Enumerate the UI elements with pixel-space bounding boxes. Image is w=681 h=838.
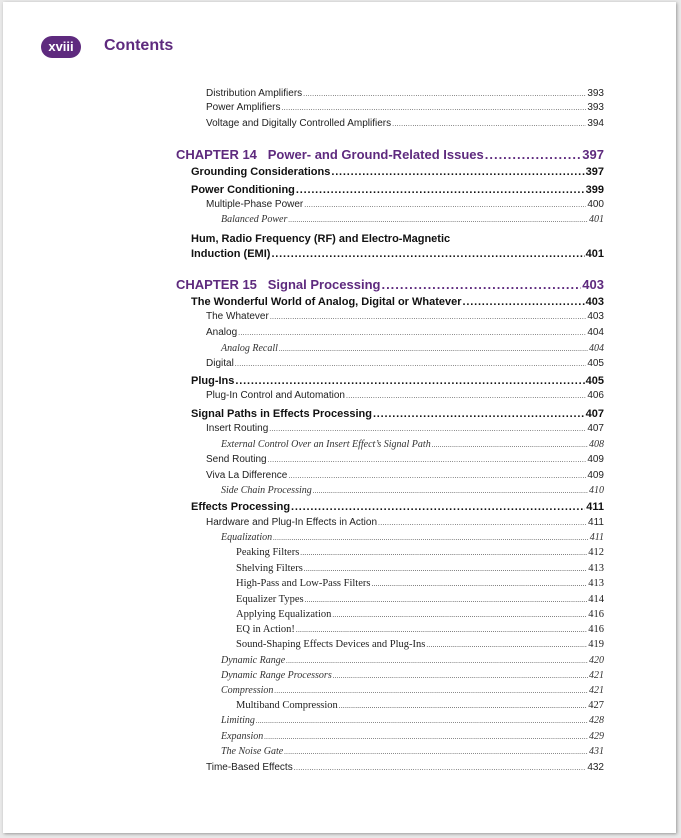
page-number-badge: xviii — [41, 36, 81, 58]
toc-entry-title: Multiple-Phase Power — [206, 199, 304, 210]
toc-entry[interactable] — [236, 639, 604, 650]
dot-leader — [256, 715, 588, 726]
toc-entry[interactable] — [236, 594, 604, 605]
toc-entry[interactable] — [221, 685, 604, 696]
dot-leader — [304, 563, 587, 574]
toc-entry[interactable] — [206, 423, 604, 434]
toc-page-number: 428 — [589, 715, 604, 726]
toc-entry-title: Power Amplifiers — [206, 102, 281, 113]
toc-entry-title-line: Hum, Radio Frequency (RF) and Electro-Magnetic — [191, 233, 451, 245]
dot-leader — [286, 655, 588, 666]
toc-entry[interactable] — [206, 88, 604, 99]
toc-page-number: 403 — [585, 296, 604, 308]
toc-entry[interactable] — [236, 700, 604, 711]
toc-entry[interactable] — [221, 715, 604, 726]
dot-leader — [273, 532, 589, 543]
toc-page-number: 420 — [589, 655, 604, 666]
toc-entry-title: External Control Over an Insert Effect’s Signal Path — [221, 439, 431, 450]
toc-page-number: 414 — [588, 594, 604, 605]
dot-leader — [274, 685, 588, 696]
toc-entry[interactable] — [206, 327, 604, 338]
toc-entry[interactable] — [206, 470, 604, 481]
toc-entry[interactable] — [206, 762, 604, 773]
toc-entry-title: Plug-In Control and Automation — [206, 390, 345, 401]
toc-page-number: 404 — [587, 327, 604, 338]
toc-entry[interactable] — [191, 166, 604, 178]
dot-leader — [305, 594, 588, 605]
dot-leader — [339, 700, 587, 711]
toc-page-number: 416 — [588, 624, 604, 635]
toc-page-number: 404 — [589, 343, 604, 354]
toc-page-number: 407 — [587, 423, 604, 434]
dot-leader — [296, 184, 585, 196]
toc-page-number: 401 — [585, 248, 604, 260]
toc-entry-title: Side Chain Processing — [221, 485, 312, 496]
toc-entry[interactable] — [206, 390, 604, 401]
toc-page-number: 406 — [587, 390, 604, 401]
dot-leader — [279, 343, 588, 354]
toc-entry-title: Equalization — [221, 532, 273, 543]
dot-leader — [346, 390, 586, 401]
toc-page-number: 431 — [589, 746, 604, 757]
toc-page-number: 393 — [587, 102, 604, 113]
toc-entry[interactable] — [206, 199, 604, 210]
toc-page-number: 410 — [589, 485, 604, 496]
toc-page-number: 411 — [589, 532, 604, 543]
toc-entry-title: EQ in Action! — [236, 624, 295, 635]
toc-entry[interactable] — [236, 624, 604, 635]
toc-entry-title: Dynamic Range Processors — [221, 670, 332, 681]
toc-entry-title: Analog Recall — [221, 343, 278, 354]
dot-leader — [392, 118, 586, 129]
toc-page-number: 411 — [588, 517, 604, 528]
dot-leader — [378, 517, 587, 528]
dot-leader — [235, 375, 584, 387]
toc-entry-title: Peaking Filters — [236, 547, 300, 558]
toc-entry-title: Digital — [206, 358, 234, 369]
toc-entry[interactable] — [206, 118, 604, 129]
toc-entry[interactable] — [191, 501, 604, 513]
toc-entry-title: Effects Processing — [191, 501, 291, 513]
dot-leader — [426, 639, 587, 650]
toc-page-number: 412 — [588, 547, 604, 558]
dot-leader — [288, 214, 588, 225]
toc-entry[interactable] — [221, 655, 604, 666]
toc-entry-title: Expansion — [221, 731, 264, 742]
toc-entry-title: Analog — [206, 327, 238, 338]
toc-page-number: 400 — [587, 199, 604, 210]
toc-page-number: 408 — [589, 439, 604, 450]
toc-page-number: 403 — [582, 277, 604, 292]
toc-page-number: 399 — [585, 184, 604, 196]
toc-entry-title: Multiband Compression — [236, 700, 338, 711]
toc-entry-title: Balanced Power — [221, 214, 288, 225]
toc-entry-title: Signal Paths in Effects Processing — [191, 408, 372, 420]
toc-entry[interactable] — [221, 214, 604, 225]
dot-leader — [268, 454, 587, 465]
toc-entry-title: Send Routing — [206, 454, 267, 465]
toc-entry-title: Time-Based Effects — [206, 762, 293, 773]
toc-page-number: 405 — [587, 358, 604, 369]
toc-entry-title: High-Pass and Low-Pass Filters — [236, 578, 371, 589]
toc-entry[interactable] — [206, 517, 604, 528]
dot-leader — [284, 746, 588, 757]
toc-entry-title: Induction (EMI) — [191, 248, 271, 260]
toc-entry[interactable] — [236, 563, 604, 574]
toc-entry[interactable] — [191, 408, 604, 420]
dot-leader — [294, 762, 587, 773]
toc-entry[interactable] — [221, 343, 604, 354]
toc-entry-title: Compression — [221, 685, 274, 696]
toc-page-number: 419 — [588, 639, 604, 650]
toc-entry[interactable] — [206, 454, 604, 465]
dot-leader — [296, 624, 587, 635]
toc-entry[interactable] — [191, 184, 604, 196]
toc-page-number: 397 — [585, 166, 604, 178]
toc-page-number: 409 — [587, 470, 604, 481]
toc-page-number: 421 — [589, 685, 604, 696]
dot-leader — [333, 670, 588, 681]
toc-entry[interactable] — [221, 670, 604, 681]
toc-entry[interactable] — [236, 578, 604, 589]
toc-entry[interactable] — [206, 311, 604, 322]
dot-leader — [463, 296, 585, 308]
dot-leader — [270, 311, 587, 322]
dot-leader — [332, 609, 587, 620]
toc-entry[interactable] — [206, 358, 604, 369]
toc-entry[interactable] — [191, 296, 604, 308]
toc-page-number: 397 — [582, 147, 604, 162]
dot-leader — [235, 358, 587, 369]
dot-leader — [313, 485, 588, 496]
toc-entry[interactable] — [221, 731, 604, 742]
dot-leader — [281, 102, 586, 113]
toc-page-number: 421 — [589, 670, 604, 681]
dot-leader — [485, 147, 582, 162]
toc-page-number: 401 — [589, 214, 604, 225]
toc-entry[interactable] — [221, 532, 604, 543]
dot-leader — [371, 578, 587, 589]
toc-entry-title: Hardware and Plug-In Effects in Action — [206, 517, 378, 528]
toc-page-number: 411 — [586, 501, 604, 513]
toc-page-number: 393 — [587, 88, 604, 99]
toc-entry-title: The Whatever — [206, 311, 269, 322]
toc-entry[interactable] — [221, 485, 604, 496]
toc-entry-title: Power Conditioning — [191, 184, 295, 196]
dot-leader — [304, 199, 586, 210]
toc-entry-title: Applying Equalization — [236, 609, 332, 620]
toc-entry[interactable] — [221, 746, 604, 757]
toc-entry-title: Dynamic Range — [221, 655, 286, 666]
toc-page-number: 413 — [588, 563, 604, 574]
dot-leader — [303, 88, 586, 99]
toc-entry[interactable] — [221, 439, 604, 450]
toc-page-number: 403 — [587, 311, 604, 322]
toc-entry-title: Insert Routing — [206, 423, 269, 434]
toc-entry-title: CHAPTER 15 Signal Processing — [176, 277, 381, 292]
toc-entry-title: Shelving Filters — [236, 563, 303, 574]
toc-entry[interactable] — [206, 102, 604, 113]
toc-entry-title: Distribution Amplifiers — [206, 88, 303, 99]
toc-page-number: 407 — [585, 408, 604, 420]
toc-chapter-entry[interactable] — [176, 277, 604, 292]
toc-page-number: 409 — [587, 454, 604, 465]
toc-entry-title: CHAPTER 14 Power- and Ground-Related Issues — [176, 147, 484, 162]
toc-entry[interactable] — [191, 248, 604, 260]
page-title: Contents — [104, 37, 174, 54]
toc-page-number: 394 — [587, 118, 604, 129]
toc-entry-title: Equalizer Types — [236, 594, 304, 605]
toc-page-number: 429 — [589, 731, 604, 742]
toc-entry-title: Voltage and Digitally Controlled Amplifiers — [206, 118, 392, 129]
dot-leader — [269, 423, 586, 434]
dot-leader — [381, 277, 581, 292]
dot-leader — [300, 547, 587, 558]
toc-entry[interactable] — [236, 609, 604, 620]
toc-entry-title: Limiting — [221, 715, 255, 726]
toc-entry-title: Grounding Considerations — [191, 166, 331, 178]
dot-leader — [288, 470, 586, 481]
toc-page-number: 405 — [585, 375, 604, 387]
dot-leader — [264, 731, 588, 742]
toc-page-number: 432 — [587, 762, 604, 773]
toc-entry-title: The Wonderful World of Analog, Digital or Whatever — [191, 296, 462, 308]
toc-page-number: 416 — [588, 609, 604, 620]
toc-entry-title: Viva La Difference — [206, 470, 288, 481]
toc-entry[interactable] — [191, 375, 604, 387]
toc-chapter-entry[interactable] — [176, 147, 604, 162]
dot-leader — [238, 327, 586, 338]
dot-leader — [373, 408, 585, 420]
dot-leader — [271, 248, 584, 260]
toc-page-number: 413 — [588, 578, 604, 589]
dot-leader — [331, 166, 584, 178]
toc-entry[interactable] — [236, 547, 604, 558]
toc-page-number: 427 — [588, 700, 604, 711]
dot-leader — [432, 439, 588, 450]
toc-entry-title: Plug-Ins — [191, 375, 235, 387]
toc-entry-title: The Noise Gate — [221, 746, 284, 757]
toc-entry-title: Sound-Shaping Effects Devices and Plug-Ins — [236, 639, 426, 650]
dot-leader — [291, 501, 585, 513]
